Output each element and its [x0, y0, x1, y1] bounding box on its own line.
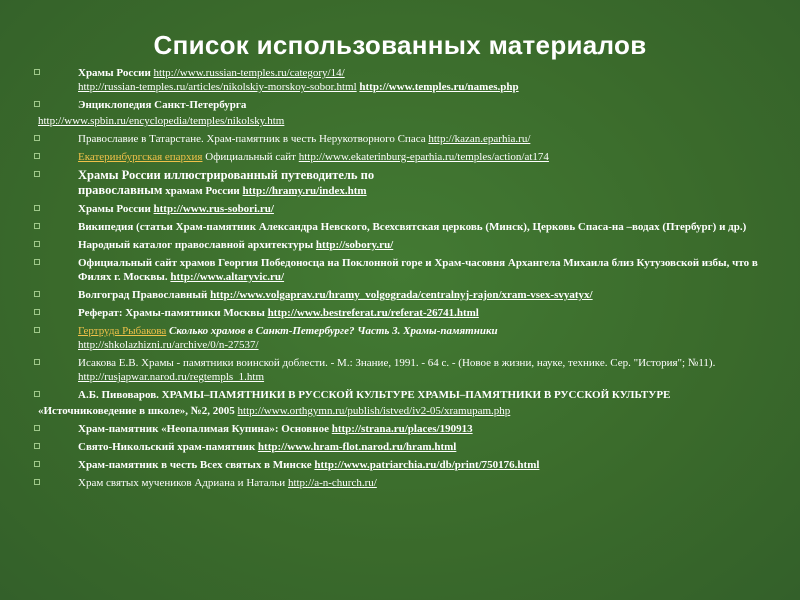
bullet-icon: [34, 241, 40, 247]
item-link[interactable]: http://russian-temples.ru/articles/nikolskiy-morskoy-sobor.html: [78, 81, 357, 93]
item-text: Свято-Никольский храм-памятник: [78, 441, 256, 453]
item-link[interactable]: http://www.bestreferat.ru/referat-26741.html: [267, 307, 479, 319]
list-item: [28, 150, 780, 164]
sources-list: [28, 66, 780, 494]
bullet-icon: [34, 205, 40, 211]
item-text: Исакова Е.В. Храмы - памятники воинской доблести. - М.: Знание, 1991. - 64 с. - (Новое в жизни, науке, технике. Сер. "История"; №11).: [78, 357, 716, 369]
item-text: Волгоград Православный: [78, 289, 208, 301]
list-item: [28, 306, 780, 320]
bullet-icon: [34, 309, 40, 315]
item-link[interactable]: http://www.volgaprav.ru/hramy_volgograda/centralnyj-rajon/xram-vsex-svyatyx/: [210, 289, 593, 301]
list-item: [28, 98, 780, 112]
item-link[interactable]: http://strana.ru/places/190913: [331, 423, 473, 435]
bullet-icon: [34, 359, 40, 365]
item-link[interactable]: http://www.rus-sobori.ru/: [153, 203, 274, 215]
item-text: Энциклопедия Санкт-Петербурга: [78, 99, 247, 111]
item-text: Храмы России иллюстрированный путеводитель по: [78, 168, 375, 182]
item-link[interactable]: http://www.patriarchia.ru/db/print/750176.html: [314, 459, 540, 471]
list-item: [28, 66, 780, 94]
list-item: [28, 132, 780, 146]
bullet-icon: [34, 391, 40, 397]
list-item: [28, 458, 780, 472]
item-text: православным: [78, 183, 163, 197]
item-link[interactable]: http://www.orthgymn.ru/publish/istved/iv2-05/xramupam.php: [237, 405, 511, 417]
item-link[interactable]: http://www.russian-temples.ru/category/14/: [153, 67, 345, 79]
item-text: Википедия (статьи Храм-памятник Александра Невского, Всехсвятская церковь (Минск), Церковь Спаса-на –водах (Птербург) и др.): [78, 221, 747, 233]
item-link[interactable]: http://sobory.ru/: [315, 239, 394, 251]
bullet-icon: [34, 223, 40, 229]
bullet-icon: [34, 443, 40, 449]
item-link[interactable]: http://shkolazhizni.ru/archive/0/n-27537/: [78, 339, 259, 351]
list-item: [28, 422, 780, 436]
item-link[interactable]: http://www.altaryvic.ru/: [170, 271, 285, 283]
item-text: Официальный сайт: [205, 151, 296, 163]
list-item: [28, 440, 780, 454]
list-item: [28, 168, 780, 198]
item-link[interactable]: http://a-n-church.ru/: [287, 477, 377, 489]
item-link[interactable]: http://www.hram-flot.narod.ru/hram.html: [257, 441, 457, 453]
list-item: [28, 324, 780, 352]
bullet-icon: [34, 327, 40, 333]
bullet-icon: [34, 69, 40, 75]
list-item: [28, 238, 780, 252]
item-text: храмам России: [165, 185, 240, 197]
bullet-icon: [34, 291, 40, 297]
list-item-continuation: [28, 114, 780, 128]
bullet-icon: [34, 171, 40, 177]
item-text: Храм святых мучеников Адриана и Натальи: [78, 477, 286, 489]
list-item: [28, 220, 780, 234]
item-link[interactable]: http://www.temples.ru/names.php: [359, 81, 519, 93]
item-text: А.Б. Пивоваров. ХРАМЫ–ПАМЯТНИКИ В РУССКОЙ КУЛЬТУРЕ ХРАМЫ–ПАМЯТНИКИ В РУССКОЙ КУЛЬТУРЕ: [78, 389, 671, 401]
bullet-icon: [34, 101, 40, 107]
page-title: Список использованных материалов: [153, 30, 647, 60]
item-text: Храм-памятник в честь Всех святых в Минске: [78, 459, 312, 471]
bullet-icon: [34, 479, 40, 485]
item-text: Сколько храмов в Санкт-Петербурге? Часть 3. Храмы-памятники: [169, 325, 498, 337]
item-text: «Источниковедение в школе», №2, 2005: [38, 405, 235, 417]
list-item: [28, 256, 780, 284]
bullet-icon: [34, 135, 40, 141]
list-item: [28, 288, 780, 302]
item-text: Храмы России: [78, 67, 151, 79]
item-link[interactable]: http://www.spbin.ru/encyclopedia/temples/nikolsky.htm: [38, 115, 285, 127]
bullet-icon: [34, 425, 40, 431]
item-text: Народный каталог православной архитектуры: [78, 239, 314, 251]
bullet-icon: [34, 153, 40, 159]
item-text: Храм-памятник «Неопалимая Купина»: Основное: [78, 423, 329, 435]
item-text: Православие в Татарстане. Храм-памятник в честь Нерукотворного Спаса: [78, 133, 426, 145]
item-text: Официальный сайт храмов Георгия Победоносца на Поклонной горе и Храм-часовня Архангела Михаила близ Кутузовской избы, что в Филях г. Москвы.: [78, 257, 758, 283]
list-item: [28, 202, 780, 216]
item-link[interactable]: http://rusjapwar.narod.ru/regtempls_1.htm: [78, 371, 265, 383]
item-author-link[interactable]: Гертруда Рыбакова: [78, 325, 167, 337]
item-text: Реферат: Храмы-памятники Москвы: [78, 307, 265, 319]
list-item: [28, 388, 780, 402]
bullet-icon: [34, 461, 40, 467]
list-item: [28, 356, 780, 384]
item-author-link[interactable]: Екатеринбургская епархия: [78, 151, 203, 163]
list-item: [28, 476, 780, 490]
item-link[interactable]: http://www.ekaterinburg-eparhia.ru/temples/action/at174: [298, 151, 549, 163]
item-link[interactable]: http://hramy.ru/index.htm: [242, 185, 367, 197]
item-link[interactable]: http://kazan.eparhia.ru/: [428, 133, 531, 145]
item-text: Храмы России: [78, 203, 151, 215]
list-item-continuation: [28, 404, 780, 418]
bullet-icon: [34, 259, 40, 265]
